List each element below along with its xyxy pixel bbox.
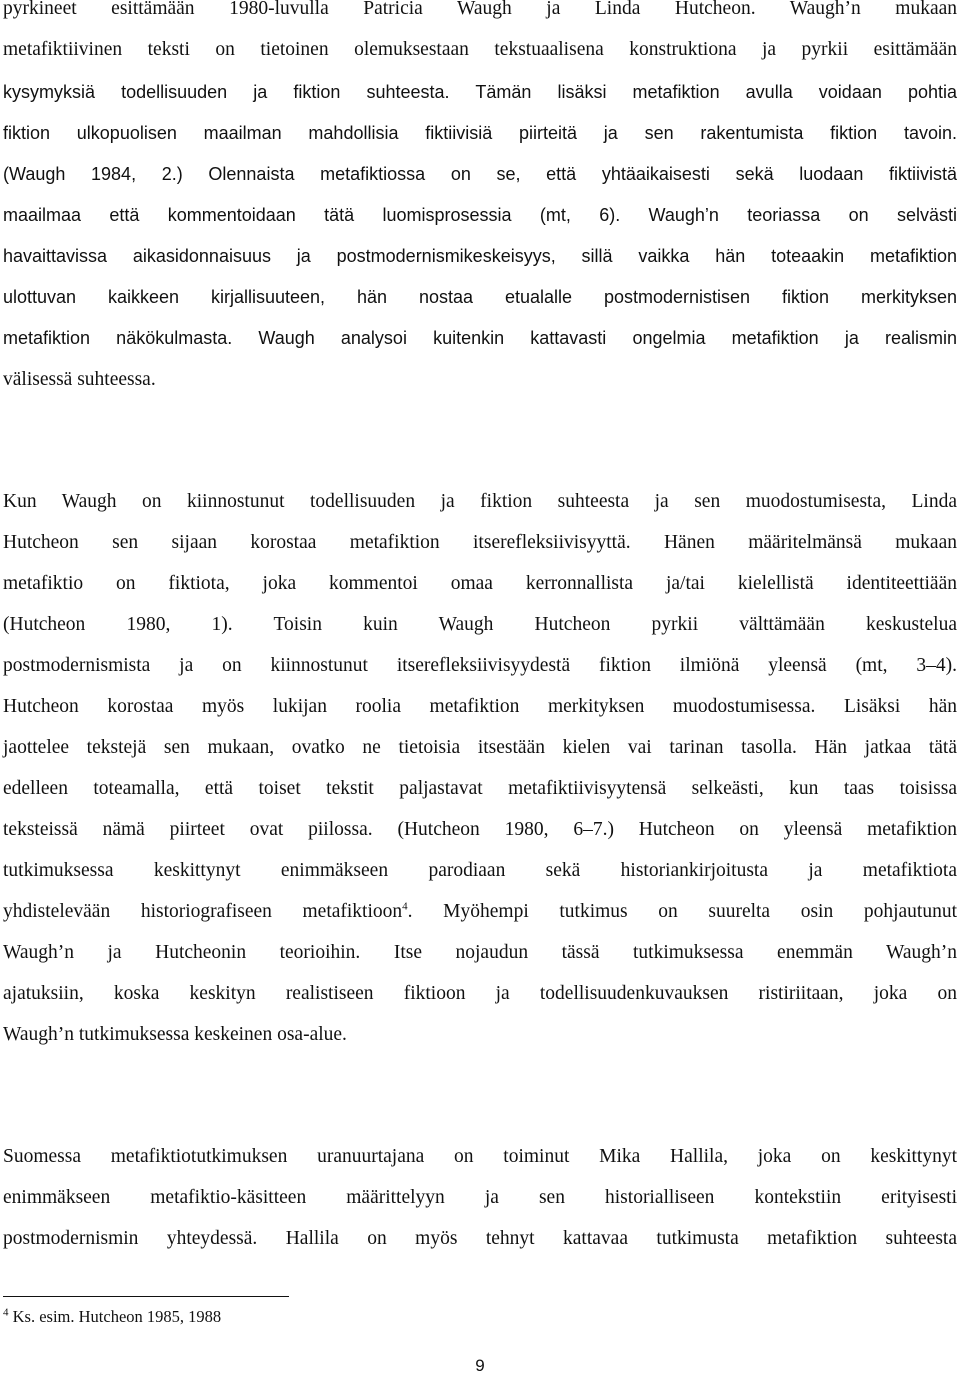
- line-start: yhdistelevään historiografiseen metafiktioon: [3, 901, 403, 922]
- text-line: maailmaa että kommentoidaan tätä luomisprosessia (mt, 6). Waugh’n teoriassa on selvästi: [3, 205, 957, 225]
- text-line: postmodernismin yhteydessä. Hallila on myös tehnyt kattavaa tutkimusta metafiktion suhteesta: [3, 1228, 957, 1249]
- text-line: ulottuvan kaikkeen kirjallisuuteen, hän nostaa etualalle postmodernistisen fiktion merkityksen: [3, 287, 957, 307]
- text-line: Kun Waugh on kiinnostunut todellisuuden ja fiktion suhteesta ja sen muodostumisesta, Linda: [3, 491, 957, 512]
- text-line: teksteissä nämä piirteet ovat piilossa. (Hutcheon 1980, 6–7.) Hutcheon on yleensä metafiktion: [3, 819, 957, 840]
- footnote-reference[interactable]: 4: [402, 900, 408, 913]
- text-line: Waugh’n ja Hutcheonin teorioihin. Itse nojaudun tässä tutkimuksessa enemmän Waugh’n: [3, 942, 957, 963]
- text-line: ajatuksiin, koska keskityn realistiseen fiktioon ja todellisuudenkuvauksen ristiriitaan, joka on: [3, 983, 957, 1004]
- text-line: tutkimuksessa keskittynyt enimmäkseen parodiaan sekä historiankirjoitusta ja metafiktiota: [3, 860, 957, 881]
- text-line: kysymyksiä todellisuuden ja fiktion suhteesta. Tämän lisäksi metafiktion avulla voidaan pohtia: [3, 82, 957, 102]
- line-end: . Myöhempi tutkimus on suurelta osin pohjautunut: [407, 901, 958, 922]
- text-line: Hutcheon korostaa myös lukijan roolia metafiktion merkityksen muodostumisessa. Lisäksi hän: [3, 696, 957, 717]
- page-number: 9: [475, 1356, 485, 1375]
- footnote: [3, 1306, 221, 1328]
- text-line: jaottelee tekstejä sen mukaan, ovatko ne tietoisia itsestään kielen vai tarinan tasolla. Hän jatkaa tätä: [3, 737, 957, 758]
- text-line: metafiktion näkökulmasta. Waugh analysoi kuitenkin kattavasti ongelmia metafiktion ja realismin: [3, 328, 957, 348]
- text-line: postmodernismista ja on kiinnostunut itserefleksiivisyydestä fiktion ilmiönä yleensä (mt, 3–4).: [3, 655, 957, 676]
- text-line: fiktion ulkopuolisen maailman mahdollisia fiktiivisiä piirteitä ja sen rakentumista fiktion tavoin.: [3, 123, 957, 143]
- text-line: välisessä suhteessa.: [3, 369, 156, 390]
- text-line: metafiktio on fiktiota, joka kommentoi omaa kerronnallista ja/tai kielellistä identiteettiään: [3, 573, 957, 594]
- text-line: Waugh’n tutkimuksessa keskeinen osa-alue.: [3, 1024, 347, 1045]
- text-line: Hutcheon sen sijaan korostaa metafiktion itserefleksiivisyyttä. Hänen määritelmänsä mukaan: [3, 532, 957, 553]
- text-line: havaittavissa aikasidonnaisuus ja postmodernismikeskeisyys, sillä vaikka hän toteaakin metafiktion: [3, 246, 957, 266]
- text-line: (Waugh 1984, 2.) Olennaista metafiktiossa on se, että yhtäaikaisesti sekä luodaan fiktiivistä: [3, 164, 957, 184]
- footnote-text: Ks. esim. Hutcheon 1985, 1988: [8, 1307, 222, 1326]
- text-line: (Hutcheon 1980, 1). Toisin kuin Waugh Hutcheon pyrkii välttämään keskustelua: [3, 614, 957, 635]
- footnote-number: 4: [3, 1306, 9, 1319]
- footnote-separator: [3, 1296, 289, 1297]
- text-line-with-footnote-ref: [3, 900, 957, 924]
- text-line: pyrkineet esittämään 1980-luvulla Patricia Waugh ja Linda Hutcheon. Waugh’n mukaan: [3, 0, 957, 19]
- text-line: enimmäkseen metafiktio-käsitteen määrittelyyn ja sen historialliseen kontekstiin erityisesti: [3, 1187, 957, 1208]
- text-line: edelleen toteamalla, että toiset tekstit paljastavat metafiktiivisyytensä selkeästi, kun taas toisissa: [3, 778, 957, 799]
- text-line: metafiktiivinen teksti on tietoinen olemuksestaan tekstuaalisena konstruktiona ja pyrkii esittämään: [3, 39, 957, 60]
- text-line: Suomessa metafiktiotutkimuksen uranuurtajana on toiminut Mika Hallila, joka on keskittynyt: [3, 1146, 957, 1167]
